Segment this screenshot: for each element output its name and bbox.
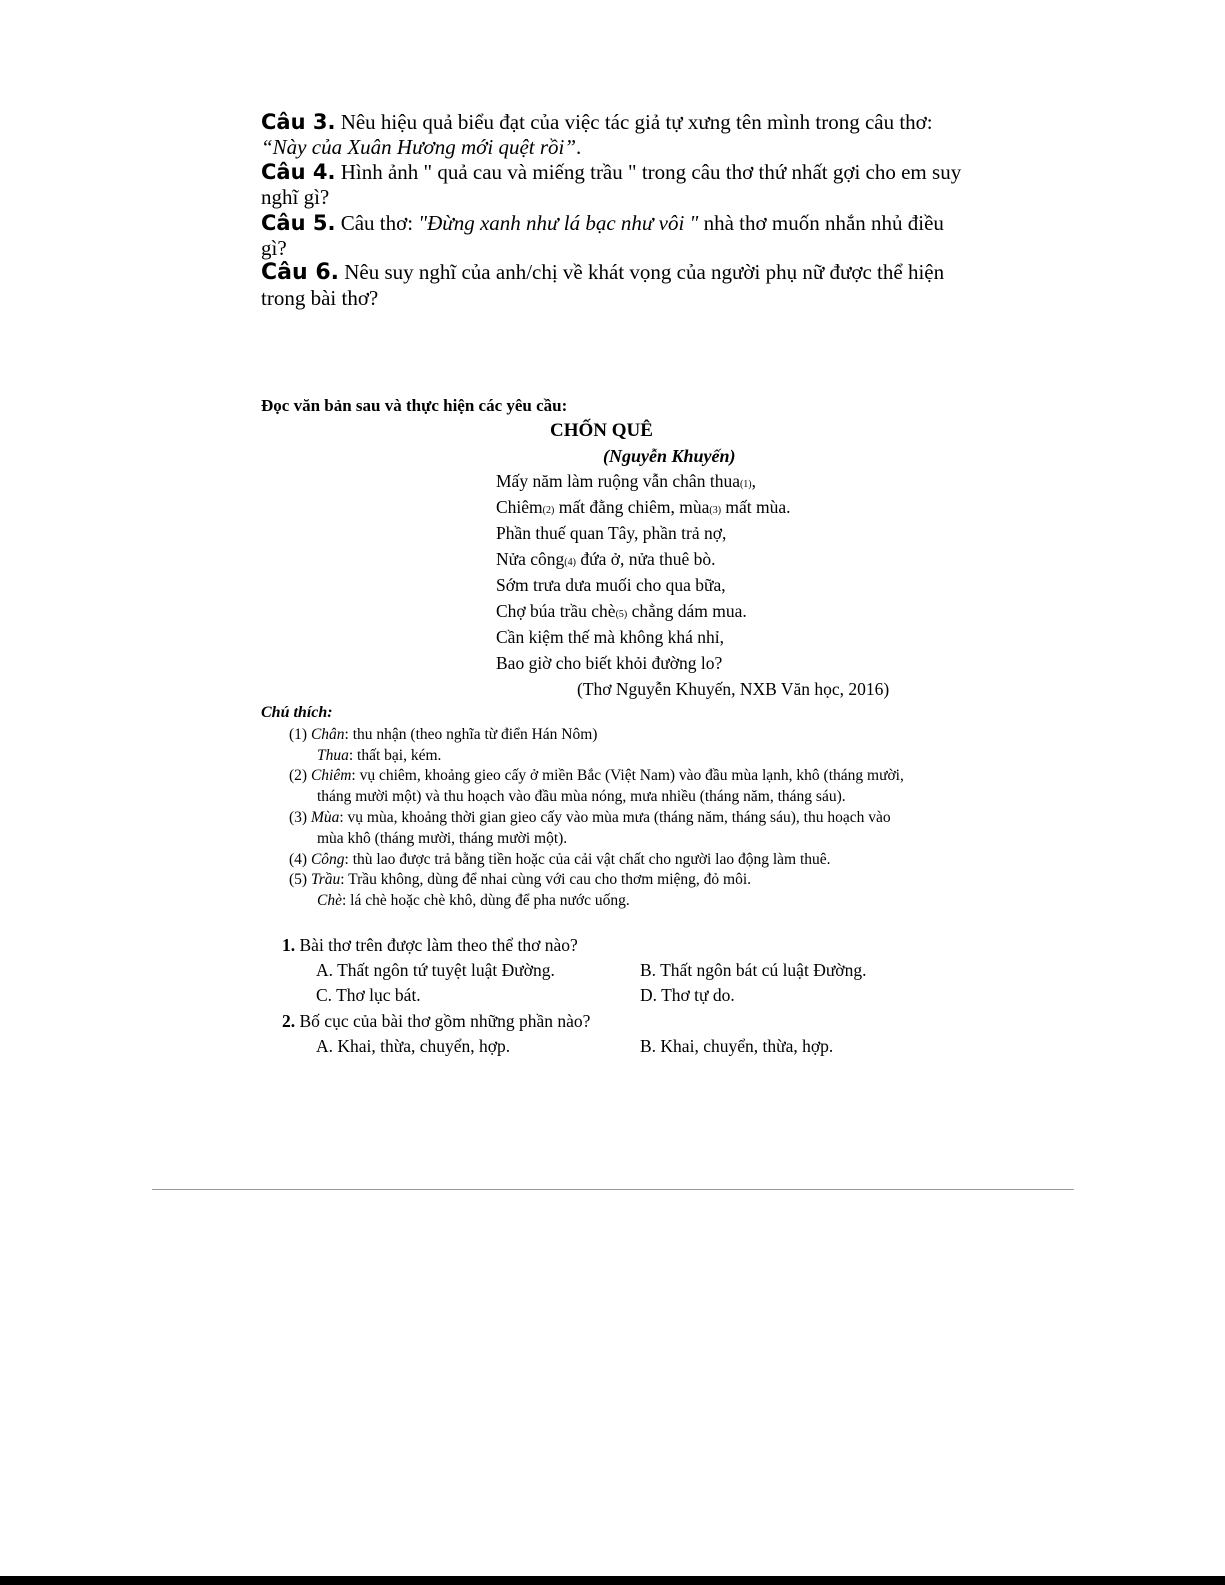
note-definition: : thù lao được trả bằng tiền hoặc của cải vật chất cho người lao động làm thuê.	[344, 851, 831, 868]
verse-6-tail: chẳng dám mua.	[627, 601, 747, 621]
note-definition: : vụ mùa, khoảng thời gian gieo cấy vào mùa mưa (tháng năm, tháng sáu), thu hoạch vào	[339, 809, 891, 826]
question-4-text: Hình ảnh " quả cau và miếng trầu " trong câu thơ thứ nhất gợi cho em suy	[335, 160, 962, 184]
verse-line: Bao giờ cho biết khỏi đường lo?	[496, 653, 723, 673]
verse-6-pre: Chợ búa trầu chè	[496, 601, 616, 621]
question-4-label: Câu 4.	[261, 160, 336, 184]
note-3-cont: mùa khô (tháng mười, tháng mười một).	[317, 830, 568, 847]
footnote-marker: (1)	[739, 479, 752, 490]
poem-source: (Thơ Nguyễn Khuyến, NXB Văn học, 2016)	[577, 679, 890, 699]
mcq-2-option-a: A. Khai, thừa, chuyển, hợp.	[316, 1036, 511, 1056]
question-5-quote: "Đừng xanh như lá bạc như vôi "	[418, 211, 699, 235]
question-5-label: Câu 5.	[261, 211, 336, 235]
note-number: (1)	[289, 726, 311, 743]
note-definition: : thất bại, kém.	[348, 747, 442, 764]
poem-title: CHỐN QUÊ	[550, 420, 653, 441]
note-number: (2)	[289, 767, 311, 784]
mcq-1-option-c: C. Thơ lục bát.	[316, 985, 421, 1005]
question-5-text-a: Câu thơ:	[335, 211, 419, 235]
verse-2-pre: Chiêm	[496, 497, 543, 517]
verse-line	[496, 471, 756, 492]
poem-author: (Nguyễn Khuyến)	[603, 446, 736, 466]
note-2	[289, 767, 904, 785]
mcq-1-option-d: D. Thơ tự do.	[640, 985, 735, 1005]
verse-line: Sớm trưa dưa muối cho qua bữa,	[496, 575, 726, 595]
question-3-text: Nêu hiệu quả biểu đạt của việc tác giả tự xưng tên mình trong câu thơ:	[335, 110, 933, 134]
mcq-text: Bố cục của bài thơ gồm những phần nào?	[295, 1011, 591, 1031]
notes-title: Chú thích:	[261, 704, 333, 721]
question-6-line-2: trong bài thơ?	[261, 286, 379, 310]
note-1b	[317, 747, 441, 765]
note-term: Chiêm	[310, 767, 352, 784]
verse-4-pre: Nửa công	[496, 549, 565, 569]
note-3	[289, 809, 891, 827]
note-definition: : thu nhận (theo nghĩa từ điển Hán Nôm)	[344, 726, 598, 743]
note-5	[289, 871, 751, 889]
note-definition: : lá chè hoặc chè khô, dùng để pha nước uống.	[341, 892, 630, 909]
bottom-edge-bar	[0, 1576, 1225, 1585]
footnote-marker: (2)	[542, 505, 555, 516]
verse-line: Cần kiệm thế mà không khá nhỉ,	[496, 627, 724, 647]
mcq-question-2	[282, 1011, 590, 1032]
verse-1-tail: ,	[751, 471, 757, 491]
question-3-quote: “Này của Xuân Hương mới quệt rồi”	[261, 135, 577, 159]
mcq-number: 1.	[282, 935, 296, 955]
verse-line	[496, 497, 791, 518]
question-4-line-1	[261, 160, 961, 185]
question-5-text-b: nhà thơ muốn nhắn nhủ điều	[698, 211, 944, 235]
note-term: Thua	[317, 747, 349, 764]
question-6-line-1	[261, 260, 944, 285]
question-6-text: Nêu suy nghĩ của anh/chị về khát vọng của người phụ nữ được thể hiện	[338, 260, 945, 284]
note-term: Công	[310, 851, 345, 868]
note-number: (4)	[289, 851, 311, 868]
note-number: (3)	[289, 809, 311, 826]
note-term: Trầu	[310, 871, 341, 888]
note-term: Mùa	[310, 809, 340, 826]
verse-line: Phần thuế quan Tây, phần trả nợ,	[496, 523, 727, 543]
note-2-cont: tháng mười một) và thu hoạch vào đầu mùa nóng, mưa nhiều (tháng năm, tháng sáu).	[317, 788, 846, 805]
footnote-marker: (3)	[709, 505, 722, 516]
verse-line	[496, 601, 747, 622]
question-5-line-2: gì?	[261, 236, 287, 260]
mcq-1-option-a: A. Thất ngôn tứ tuyệt luật Đường.	[316, 960, 555, 980]
note-term: Chè	[317, 892, 342, 909]
question-3-line-1	[261, 110, 933, 135]
verse-2-tail: mất mùa.	[721, 497, 791, 517]
mcq-question-1	[282, 935, 578, 956]
note-term: Chân	[310, 726, 345, 743]
question-5-line-1	[261, 211, 944, 236]
reading-instruction: Đọc văn bản sau và thực hiện các yêu cầu:	[261, 396, 568, 415]
mcq-2-option-b: B. Khai, chuyển, thừa, hợp.	[640, 1036, 834, 1056]
note-1	[289, 726, 597, 744]
page-divider	[152, 1189, 1074, 1190]
mcq-text: Bài thơ trên được làm theo thể thơ nào?	[295, 935, 578, 955]
mcq-number: 2.	[282, 1011, 296, 1031]
footnote-marker: (4)	[564, 557, 576, 568]
verse-1-text: Mấy năm làm ruộng vẫn chân thua	[496, 471, 740, 491]
question-3-end: .	[576, 135, 582, 159]
note-definition: : Trầu không, dùng để nhai cùng với cau cho thơm miệng, đỏ môi.	[340, 871, 752, 888]
verse-2-mid: mất đằng chiêm, mùa	[554, 497, 710, 517]
verse-4-tail: đứa ở, nửa thuê bò.	[575, 549, 716, 569]
question-3-label: Câu 3.	[261, 110, 336, 134]
verse-line	[496, 549, 715, 570]
question-3-line-2	[261, 135, 581, 160]
question-4-line-2: nghĩ gì?	[261, 185, 330, 209]
mcq-1-option-b: B. Thất ngôn bát cú luật Đường.	[640, 960, 867, 980]
footnote-marker: (5)	[615, 609, 628, 620]
note-number: (5)	[289, 871, 311, 888]
note-definition: : vụ chiêm, khoảng gieo cấy ở miền Bắc (Việt Nam) vào đầu mùa lạnh, khô (tháng mười,	[351, 767, 904, 784]
note-4	[289, 851, 831, 869]
note-5b	[317, 892, 630, 910]
question-6-label: Câu 6.	[261, 260, 339, 285]
